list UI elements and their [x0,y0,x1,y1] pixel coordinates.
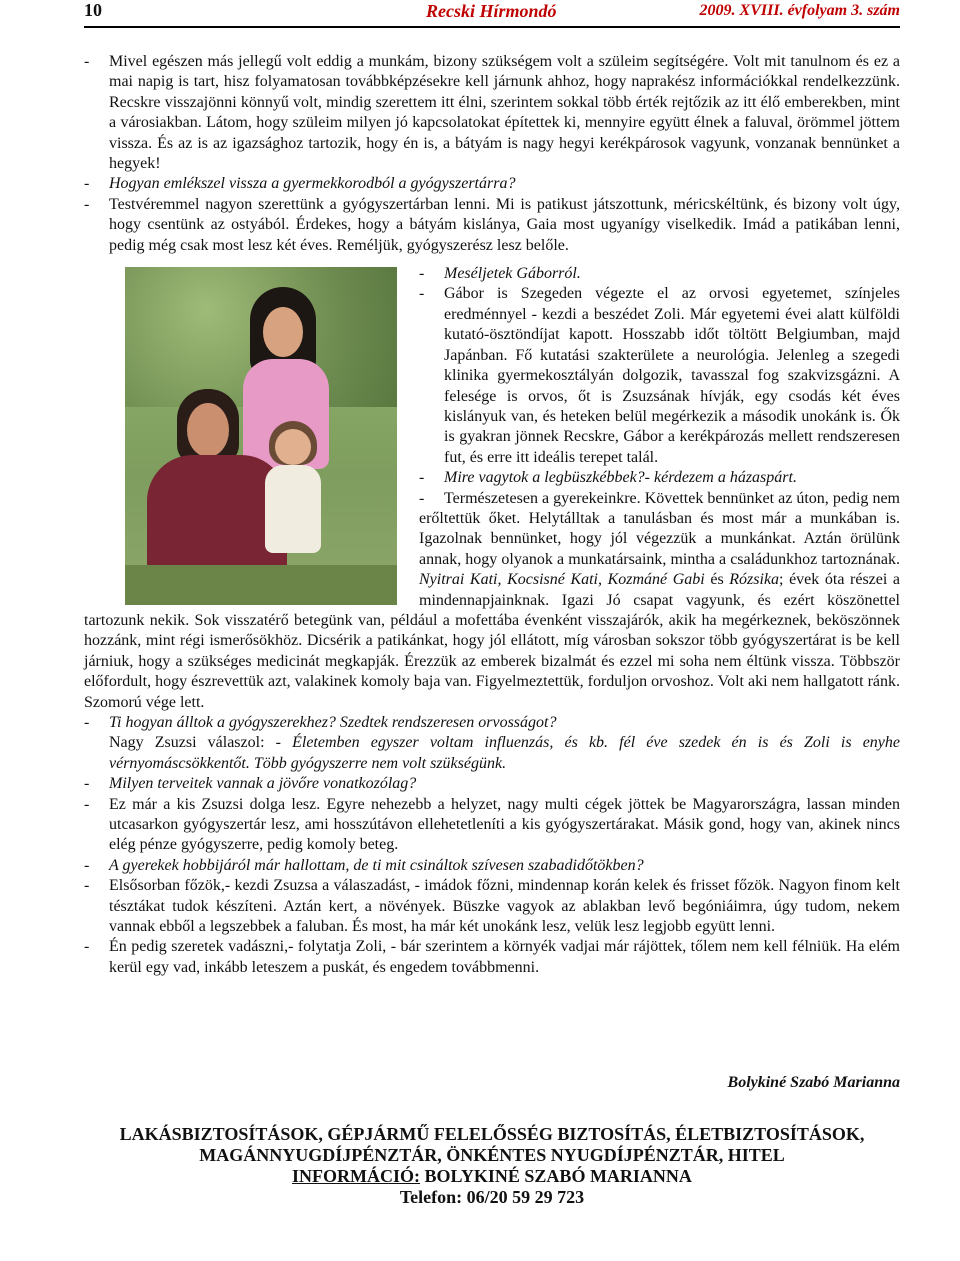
page-header [84,0,900,28]
ad-line-2: MAGÁNNYUGDÍJPÉNZTÁR, ÖNKÉNTES NYUGDÍJPÉNZTÁR, HITEL [199,1145,785,1165]
issue-info: 2009. XVIII. évfolyam 3. szám [699,2,900,19]
question: - Hogyan emlékszel vissza a gyermekkorodból a gyógyszertárra? [84,175,516,193]
author-signature: Bolykiné Szabó Marianna [727,1074,900,1091]
question: - Milyen terveitek vannak a jövőre vonatkozólag? [84,775,417,793]
paragraph: - Gábor is Szegeden végezte el az orvosi egyetemet, színjeles eredménnyel - kezdi a beszédet Zoli. Már egyetemi évei alatt külföldi kutató-ösztöndíjat kapott. Hosszabb időt töltött Belgiumban, majd Japánban. Fő kutatási szakterülete a neurológia. Jelenleg a szegedi klinika gyermekosztályán dolgozik, tavasszal fog szakvizsgázni. A felesége is orvos, őt is Zsuzsának hívják, egy csodás két éves kislányuk van, és heteken belül megérkezik a második unokánk is. Ők is gyakran jönnek Recskre, Gábor a kerékpározás mellett rendszeresen fut, és erre itt ideális terepet talál. [419,285,900,466]
paragraph: - Mivel egészen más jellegű volt eddig a munkám, bizony szükségem volt a szüleim segítségére. Volt mit tanulnom és ez a mai napig is tart, hisz folyamatosan továbbképzésekre kell járnunk ahhoz, hogy naprakész információkkal rendelkezzünk. Recskre visszajönni könnyű volt, mindig szerettem itt élni, szerintem sokkal több érték rejtőzik az itt élő emberekben, mint a városiakban. Látom, hogy szüleim milyen jó kapcsolatokat építettek ki, mennyire együtt élnek a faluval, örömmel jöttem vissza. És az is az igazsághoz tartozik, hogy én is, a bátyám is nagy hegyi kerékpárosok vagyunk, vonzanak bennünket a hegyek! [84,53,900,173]
paragraph: - Testvéremmel nagyon szerettünk a gyógyszertárban lenni. Mi is patikust játszottunk, méricskéltünk, és bizony volt úgy, hogy csentünk az ostyából. Érdekes, hogy a bátyám kislánya, Gaia most ugyanígy viselkedik. Imád a patikában lenni, pedig még csak most lesz két éves. Reméljük, gyógyszerész lesz belőle. [84,195,900,254]
ad-line-3: INFORMÁCIÓ: BOLYKINÉ SZABÓ MARIANNA [292,1166,692,1186]
question: - Ti hogyan álltok a gyógyszerekhez? Szedtek rendszeresen orvosságot? [84,714,557,731]
ad-phone: Telefon: 06/20 59 29 723 [399,1187,585,1207]
question: - A gyerekek hobbijáról már hallottam, de ti mit csináltok szívesen szabadidőtökben? [84,856,644,874]
paragraph: - Ez már a kis Zsuzsi dolga lesz. Egyre nehezebb a helyzet, nagy multi cégek jöttek be Magyarországra, lassan minden utcasarkon gyógyszertár lesz, ami hosszútávon ellehetetleníti a kis gyógyszertárakat. Másik gond, hogy van, akinek nincs elég pénze gyógyszerre, pedig komoly beteg. [84,795,900,854]
paragraph: - Természetesen a gyerekeinkre. Követtek bennünket az úton, pedig nem erőltettük őket. Helytálltak a tanulásban és most már a munkában is. Igazolnak bennünket, hogy jól végezzük a munkánkat. Aztán örülünk annak, hogy olyanok a munkatársaink, mintha a családunkhoz tartoznának. Nyitrai Kati, Kocsisné Kati, Kozmáné Gabi és Rózsika; évek óta részei a mindennapjainknak. Igazi Jó csapat vagyunk, és ezért köszönettel tartozunk nekik. Sok visszatérő betegünk van, például a mofettába évenként visszajárók, akik ha megérkeznek, beköszönnek hozzánk, mint régi ismerősökhöz. Dicsérik a patikánkat, hogy jól ellátott, míg városban sokszor több gyógyszertárat is be kell járniuk, hogy a szükséges medicinát megkapják. Érezzük az emberek bizalmát és ezzel mi soha nem éltünk vissza. Többször előfordult, hogy észrevettük azt, valakinek komoly baja van. Figyelmeztettük, forduljon orvoshoz. Volt aki nem hallgatott ránk. Szomorú vége lett. [84,489,901,711]
newspaper-title: Recski Hírmondó [426,1,557,21]
advertisement-footer [84,1124,900,1208]
question: - Meséljetek Gáborról. [419,265,581,283]
paragraph: - Elsősorban főzök,- kezdi Zsuzsa a válaszadást, - imádok főzni, mindennap korán kelek és frisset főzök. Nagyon finom kelt tésztákat tudok készíteni. Aztán kert, a növények. Büszke vagyok az ablakban levő begóniáimra, úgy tudom, nekem vannak ebből a legszebbek a faluban. És most, ha már két unokánk lesz, velük lesz legjobb együtt lenni. [84,877,900,936]
ad-line-1: LAKÁSBIZTOSÍTÁSOK, GÉPJÁRMŰ FELELŐSSÉG BIZTOSÍTÁS, ÉLETBIZTOSÍTÁSOK, [119,1124,865,1144]
question: - Mire vagytok a legbüszkébbek?- kérdezem a házaspárt. [419,469,797,487]
paragraph: Nagy Zsuzsi válaszol: - Életemben egyszer voltam influenzás, és kb. fél éve szedek én is és Zoli is enyhe vérnyomáscsökkentőt. Több gyógyszerre nem volt szükségünk. [109,734,901,772]
paragraph: - Én pedig szeretek vadászni,- folytatja Zoli, - bár szerintem a környék vadjai már rájöttek, tőlem nem kell félniük. Ha elém kerül egy vad, inkább leteszem a puskát, és engedem továbbmenni. [84,938,900,976]
article-body [84,52,900,978]
page-number: 10 [84,0,102,20]
